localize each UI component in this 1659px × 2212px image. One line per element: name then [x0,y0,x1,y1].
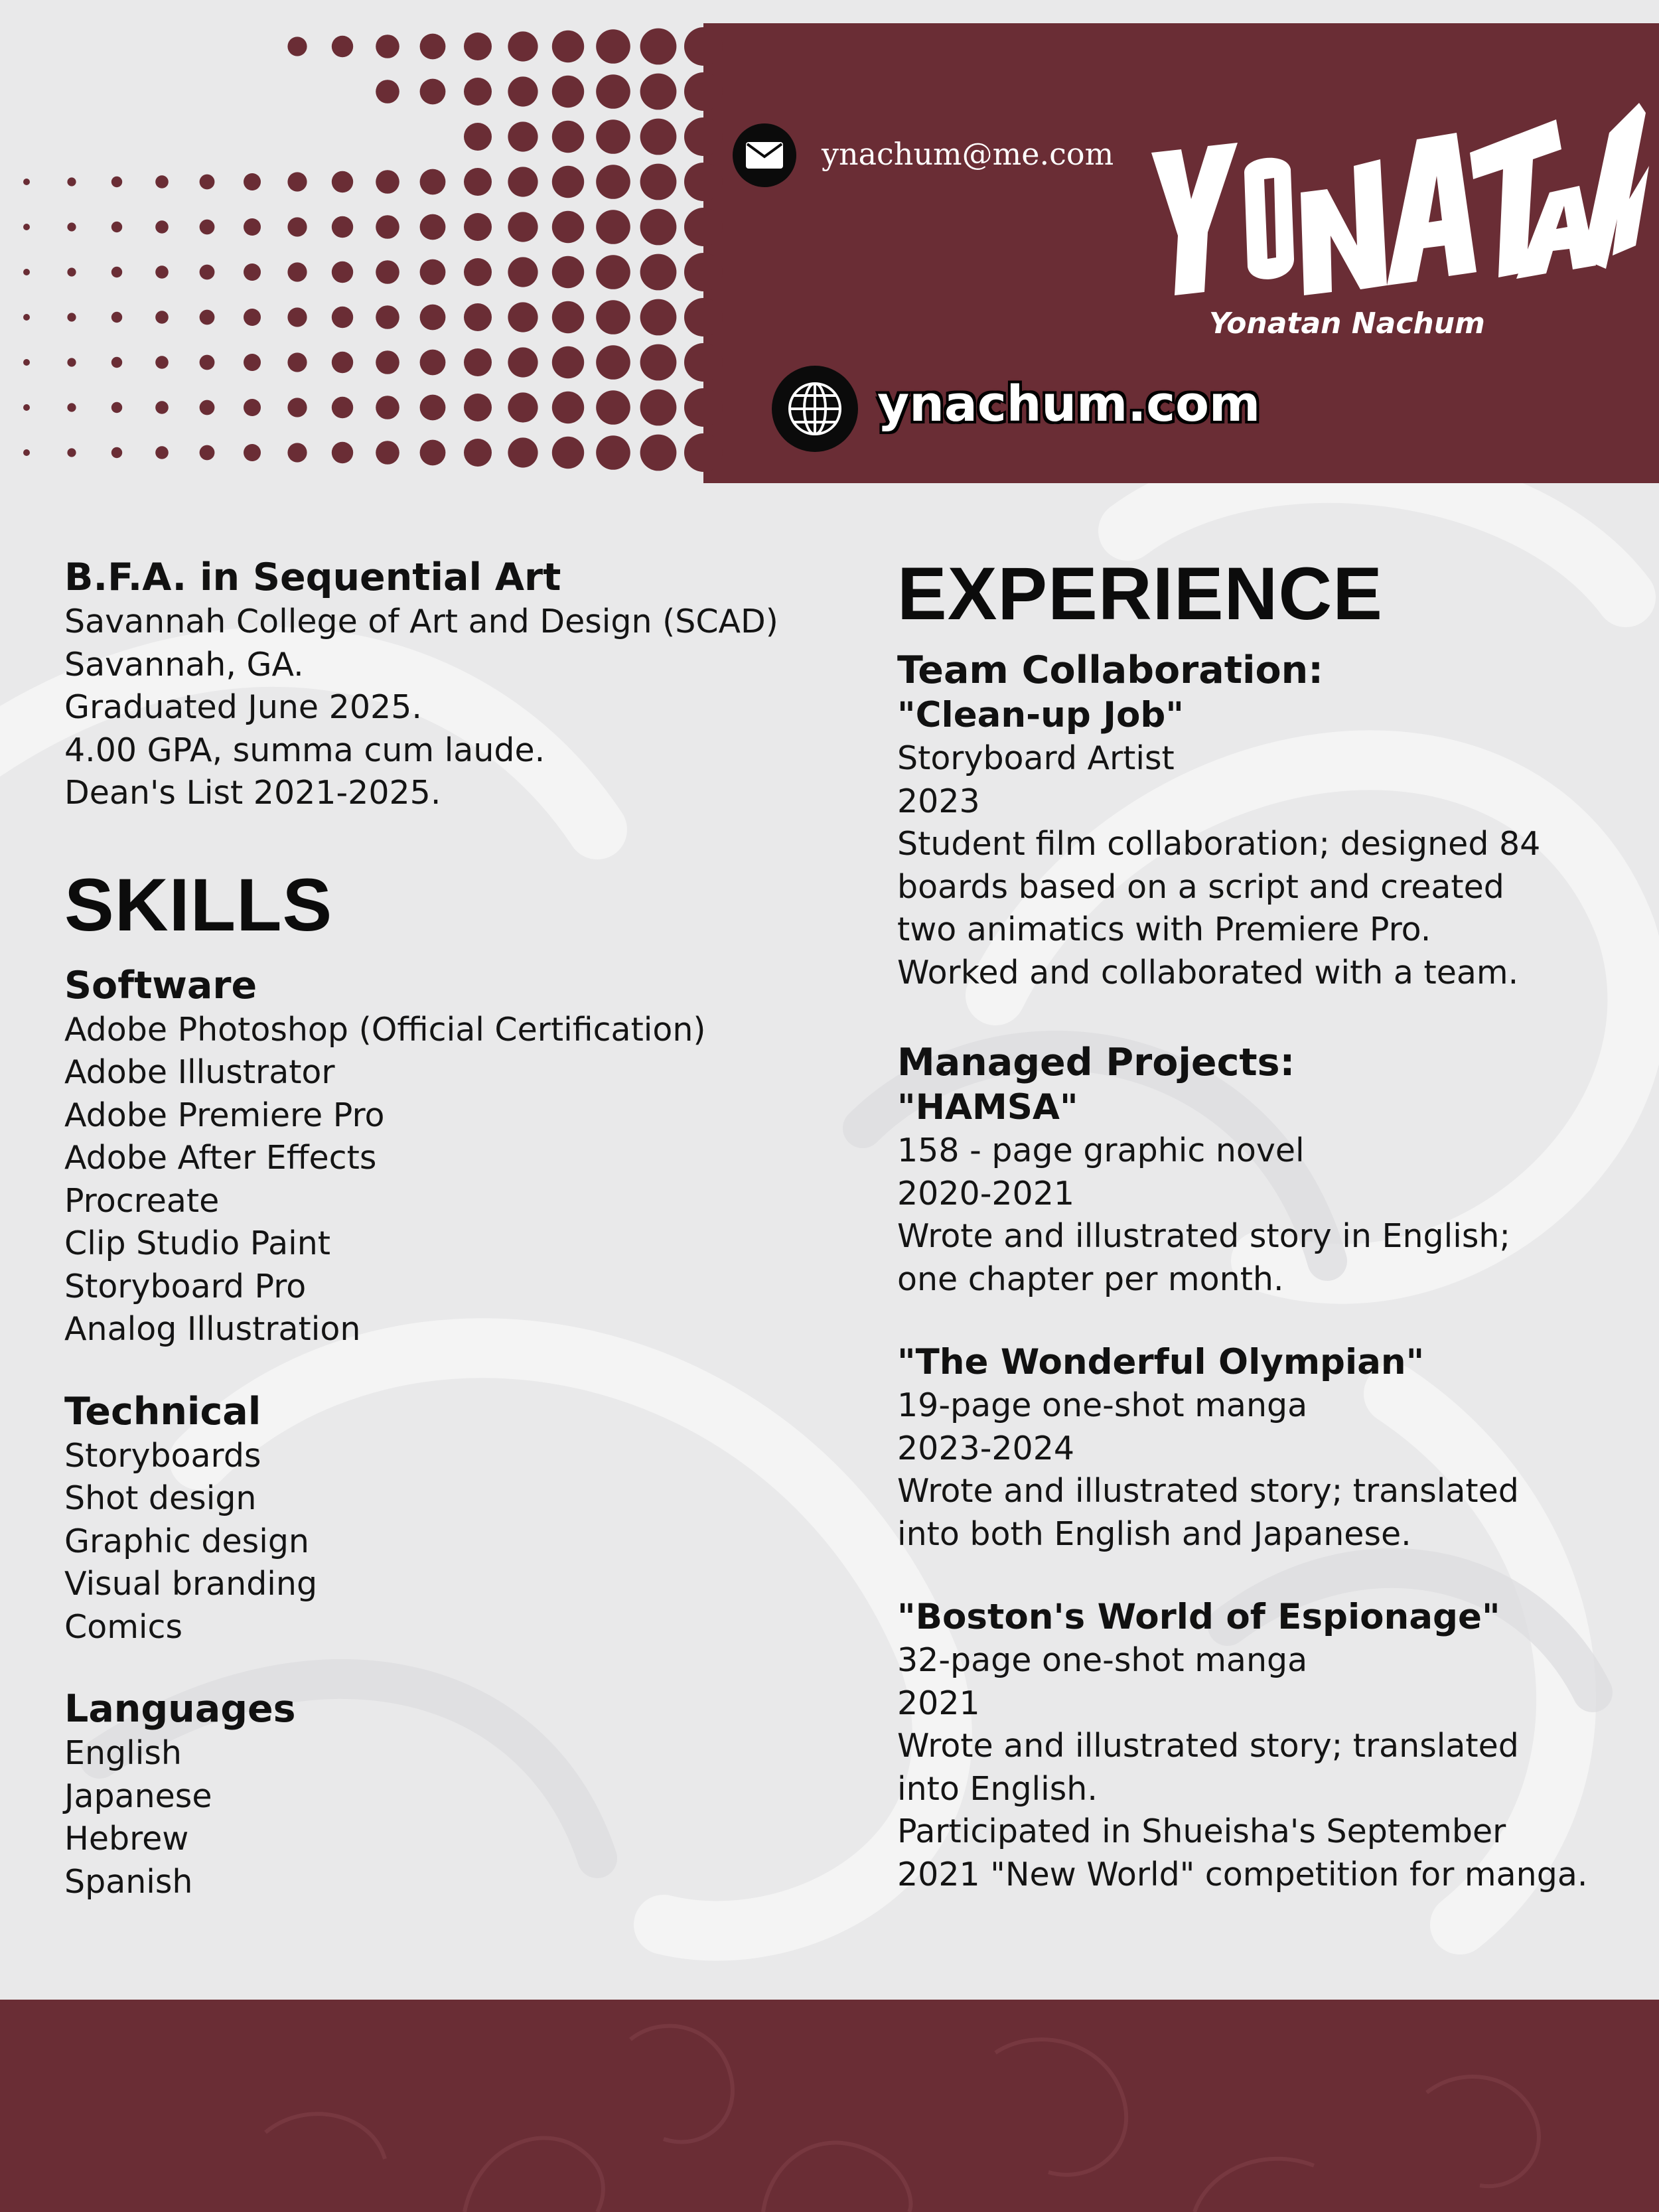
halftone-dot [67,448,76,457]
halftone-dot [332,352,353,373]
skill-item: Visual branding [64,1565,318,1603]
project-year: 2023-2024 [897,1429,1075,1467]
halftone-dot [640,390,677,426]
envelope-icon [733,123,796,187]
halftone-dot [67,313,76,321]
halftone-dot [244,263,261,281]
halftone-dot [244,173,261,190]
halftone-dot [508,121,538,151]
halftone-dot [23,224,30,230]
halftone-dot [111,177,122,187]
halftone-dot [244,399,261,416]
skill-item: Storyboard Pro [64,1267,307,1305]
halftone-dot [596,435,630,470]
halftone-dot [200,265,215,280]
halftone-dot [464,258,492,286]
halftone-dot [67,222,76,231]
halftone-dot [552,31,584,62]
halftone-dot [640,299,677,336]
education-line: Savannah College of Art and Design (SCAD) [64,603,778,640]
project-desc: two animatics with Premiere Pro. [897,911,1431,948]
skill-item: Adobe Premiere Pro [64,1096,385,1134]
halftone-dot [552,121,584,153]
halftone-dot [552,301,584,333]
halftone-dot [464,348,492,376]
halftone-dot [376,305,399,329]
halftone-dot [420,395,446,421]
halftone-dot [332,307,353,328]
halftone-dot [684,343,723,382]
halftone-dot [508,76,538,106]
header [0,0,1659,483]
halftone-dot [596,345,630,380]
halftone-dot [376,215,399,239]
halftone-dot [684,433,723,472]
halftone-dot [200,220,215,235]
skill-item: Analog Illustration [64,1310,361,1348]
project-year: 2023 [897,782,980,820]
halftone-dot [200,175,215,190]
halftone-dot [508,437,538,467]
halftone-dot [376,350,399,374]
halftone-dot [111,222,122,232]
halftone-dot [287,398,307,417]
language-item: English [64,1734,182,1772]
halftone-dot [552,211,584,243]
project-entry [897,1595,1627,1896]
project-role: Storyboard Artist [897,739,1175,777]
halftone-dot [596,210,630,244]
halftone-dot [684,117,723,156]
halftone-dot [596,29,630,64]
halftone-dot [155,311,169,324]
language-item: Hebrew [64,1820,189,1858]
skills-section [64,865,847,1904]
project-title: "Boston's World of Espionage" [897,1597,1500,1637]
skill-item: Shot design [64,1479,257,1517]
halftone-dot [67,403,76,411]
halftone-dot [23,179,30,185]
left-column [64,554,847,1903]
halftone-dot [23,404,30,411]
project-desc: Wrote and illustrated story; translated [897,1472,1519,1510]
halftone-dot [640,209,677,246]
yonatan-logo [1145,93,1649,319]
halftone-dot [376,441,399,465]
halftone-dot [640,435,677,471]
halftone-dot [596,390,630,425]
halftone-dot [420,214,446,240]
halftone-dot [640,254,677,291]
skill-item: Clip Studio Paint [64,1224,331,1262]
halftone-dot [596,119,630,154]
language-item: Japanese [64,1777,212,1815]
halftone-dot [155,265,169,279]
halftone-dot [287,217,307,236]
halftone-dot [508,212,538,242]
project-desc: Wrote and illustrated story in English; [897,1217,1510,1255]
halftone-dot [552,76,584,108]
project-year: 2020-2021 [897,1174,1075,1213]
halftone-dot [244,218,261,236]
halftone-dot [684,27,723,66]
halftone-dot [287,307,307,327]
halftone-dot [684,388,723,427]
halftone-dot [420,440,446,466]
halftone-dot [155,175,169,188]
halftone-dot [332,442,353,463]
halftone-dot [420,79,446,105]
footer-sketch-pattern [0,2000,1659,2212]
halftone-dot [332,216,353,238]
halftone-dot [244,309,261,326]
project-desc: 2021 "New World" competition for manga. [897,1855,1588,1893]
halftone-dot [508,31,538,61]
project-year: 2021 [897,1684,980,1722]
halftone-dot [287,443,307,462]
halftone-dot [244,444,261,461]
project-desc: one chapter per month. [897,1260,1284,1298]
project-role: 158 - page graphic novel [897,1132,1305,1169]
degree-title: B.F.A. in Sequential Art [64,555,561,599]
halftone-dot [464,394,492,421]
halftone-dot [23,449,30,456]
project-desc: into both English and Japanese. [897,1514,1411,1553]
halftone-dot [200,400,215,415]
halftone-dot [420,259,446,285]
halftone-dot [640,344,677,381]
halftone-dot [67,358,76,366]
full-name: Yonatan Nachum [1209,307,1485,340]
footer-band [0,2000,1659,2212]
halftone-dot [155,220,169,234]
halftone-dot [376,170,399,194]
skill-item: Procreate [64,1181,220,1220]
halftone-dot [464,33,492,60]
halftone-dot [420,169,446,195]
halftone-dot [244,354,261,371]
education-line: 4.00 GPA, summa cum laude. [64,731,545,769]
halftone-dot [464,213,492,241]
halftone-dot [111,447,122,458]
project-title: "Clean-up Job" [897,695,1184,735]
language-item: Spanish [64,1862,193,1901]
skill-item: Comics [64,1607,183,1646]
halftone-dot [332,36,353,57]
halftone-dot [111,312,122,323]
halftone-dot [287,352,307,372]
project-entry [897,1341,1627,1556]
email-address[interactable]: ynachum@me.com [822,136,1114,172]
halftone-dot [332,397,353,418]
halftone-dot [200,310,215,325]
project-role: 32-page one-shot manga [897,1641,1308,1679]
halftone-dot [376,396,399,419]
managed-projects-heading: Managed Projects: [897,1041,1295,1084]
project-desc: Wrote and illustrated story; translated [897,1727,1519,1765]
halftone-dot [684,298,723,336]
project-desc: Student film collaboration; designed 84 [897,825,1541,863]
skill-item: Adobe Photoshop (Official Certification) [64,1010,706,1049]
halftone-dot [684,208,723,246]
halftone-dot [508,347,538,377]
halftone-dot [596,165,630,199]
halftone-dot [111,267,122,277]
halftone-dot [596,255,630,289]
halftone-dot [508,302,538,332]
halftone-dot [640,119,677,155]
halftone-dot [111,357,122,368]
halftone-dot [287,262,307,281]
halftone-dot [552,437,584,469]
halftone-dot [464,123,492,151]
halftone-dot [23,269,30,275]
halftone-dot [287,172,307,191]
halftone-dot [420,350,446,376]
halftone-dot [420,34,446,60]
experience-heading: EXPERIENCE [897,552,1383,635]
halftone-dot [464,303,492,331]
halftone-dot [67,177,76,186]
halftone-dot [684,253,723,291]
skill-item: Storyboards [64,1436,261,1475]
project-title: "HAMSA" [897,1087,1078,1128]
halftone-dot [376,260,399,284]
education-section [64,554,847,815]
education-line: Dean's List 2021-2025. [64,774,441,812]
halftone-dot [464,78,492,106]
halftone-dot [552,392,584,423]
project-entry [897,1086,1627,1301]
halftone-dot [508,392,538,422]
halftone-dot [287,37,307,56]
skill-item: Adobe Illustrator [64,1053,335,1091]
halftone-dot [508,257,538,287]
team-collaboration-heading: Team Collaboration: [897,648,1324,692]
project-desc: Worked and collaborated with a team. [897,953,1519,992]
halftone-dot [376,35,399,58]
halftone-dot [464,168,492,196]
right-column [897,554,1627,1896]
halftone-dot [640,74,677,110]
halftone-dot [552,256,584,288]
project-desc: into English. [897,1769,1098,1808]
software-heading: Software [64,963,257,1007]
skills-heading: SKILLS [64,863,333,946]
education-line: Graduated June 2025. [64,688,422,726]
halftone-dot [596,74,630,109]
halftone-pattern [0,0,730,483]
project-role: 19-page one-shot manga [897,1386,1308,1424]
halftone-dot [464,439,492,467]
managed-projects-section [897,1039,1627,1896]
halftone-dot [332,261,353,283]
halftone-dot [200,445,215,461]
globe-icon [772,366,858,452]
halftone-dot [684,72,723,111]
halftone-dot [155,401,169,414]
halftone-dot [552,346,584,378]
halftone-dot [596,300,630,334]
halftone-dot [420,305,446,331]
halftone-dot [23,314,30,321]
halftone-dot [155,356,169,369]
halftone-dot [684,163,723,201]
halftone-dot [23,359,30,366]
languages-heading: Languages [64,1687,296,1731]
skill-item: Adobe After Effects [64,1139,377,1177]
project-desc: Participated in Shueisha's September [897,1812,1506,1850]
education-line: Savannah, GA. [64,645,304,684]
halftone-dot [67,267,76,276]
halftone-dot [376,80,399,104]
halftone-dot [111,402,122,413]
halftone-dot [200,355,215,370]
project-desc: boards based on a script and created [897,867,1504,906]
technical-heading: Technical [64,1389,261,1434]
team-collaboration-section [897,647,1627,994]
skill-item: Graphic design [64,1522,309,1560]
project-title: "The Wonderful Olympian" [897,1342,1425,1382]
halftone-dot [640,29,677,65]
halftone-dot [552,166,584,198]
halftone-dot [640,164,677,200]
halftone-dot [332,171,353,192]
halftone-dot [508,167,538,196]
halftone-dot [155,446,169,459]
website-link[interactable]: ynachum.com [877,376,1261,433]
